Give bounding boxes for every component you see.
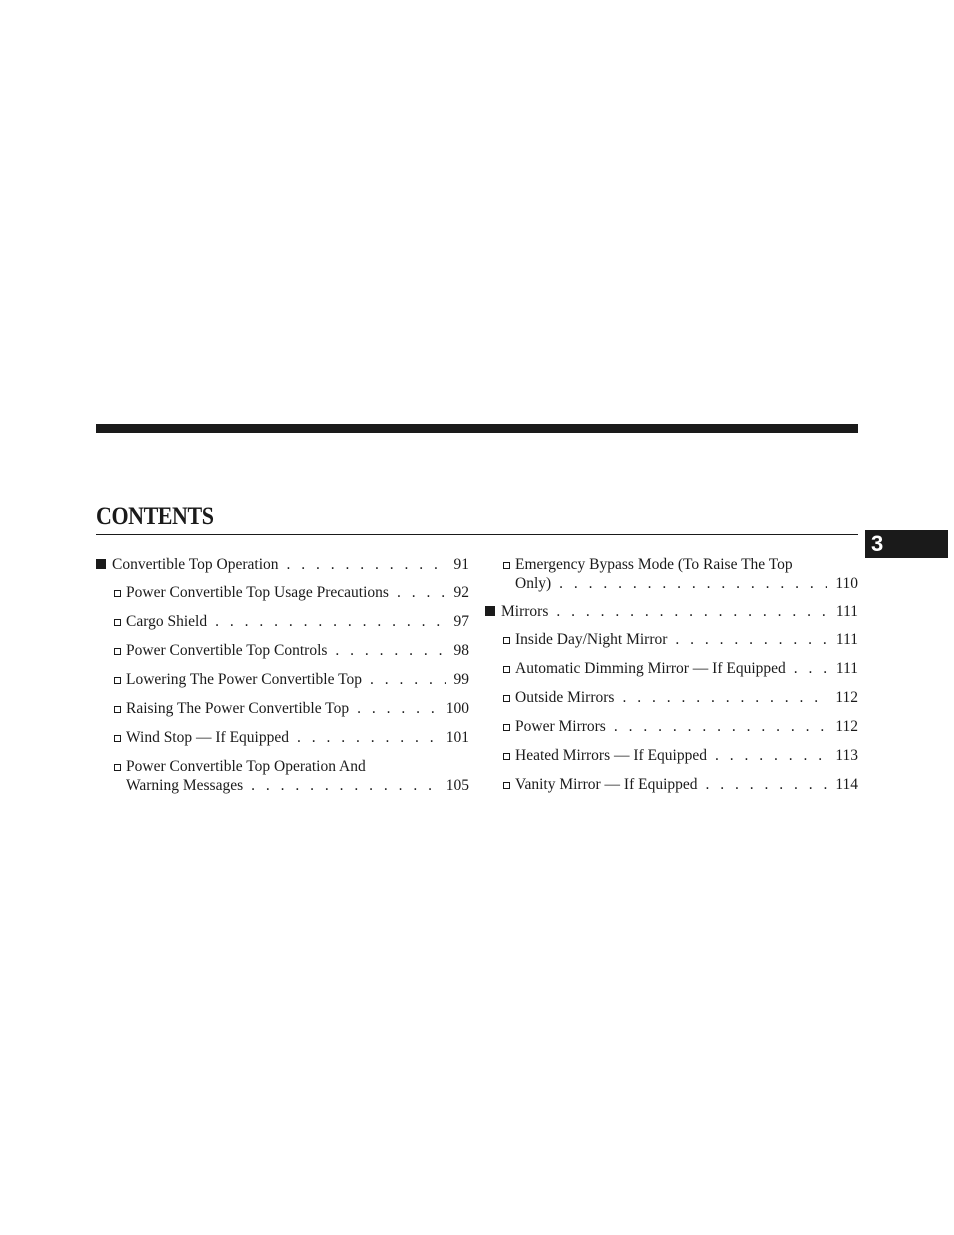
hollow-square-bullet-icon: [503, 661, 515, 679]
chapter-tab: 3: [865, 530, 948, 558]
toc-page-number: 97: [453, 613, 469, 630]
toc-entry-title: Raising The Power Convertible Top: [126, 700, 350, 717]
toc-right-column: [485, 556, 858, 805]
toc-page-number: 110: [835, 575, 858, 592]
toc-entry[interactable]: [485, 631, 858, 650]
toc-entry[interactable]: [485, 718, 858, 737]
leader-dots: [706, 776, 828, 794]
toc-page-number: 98: [453, 642, 469, 659]
toc-entry-title: Cargo Shield: [126, 613, 208, 630]
leader-dots: [715, 747, 827, 765]
toc-page-number: 92: [453, 584, 469, 601]
toc-entry[interactable]: [96, 613, 469, 632]
leader-dots: [251, 777, 438, 795]
filled-square-bullet-icon: [96, 556, 112, 574]
toc-entry[interactable]: [485, 556, 858, 593]
hollow-square-bullet-icon: [503, 748, 515, 766]
toc-page-number: 114: [835, 776, 858, 793]
toc-entry[interactable]: [96, 729, 469, 748]
leader-dots: [559, 575, 827, 593]
toc-page-number: 101: [445, 729, 469, 746]
toc-entry[interactable]: [96, 642, 469, 661]
toc-entry[interactable]: [96, 671, 469, 690]
leader-dots: [335, 642, 445, 660]
toc-entry[interactable]: [485, 689, 858, 708]
toc-page-number: 111: [835, 660, 858, 677]
toc-entry[interactable]: [485, 776, 858, 795]
leader-dots: [614, 718, 827, 736]
toc-entry-title: Heated Mirrors — If Equipped: [515, 747, 707, 764]
toc-entry-title: Mirrors: [501, 603, 549, 620]
toc-page-number: 112: [835, 689, 858, 706]
leader-dots: [397, 584, 446, 602]
hollow-square-bullet-icon: [503, 632, 515, 650]
hollow-square-bullet-icon: [114, 614, 126, 632]
toc-entry-title: Vanity Mirror — If Equipped: [515, 776, 698, 793]
toc-entry-title: Power Convertible Top Usage Precautions: [126, 584, 389, 601]
hollow-square-bullet-icon: [114, 672, 126, 690]
toc-page-number: 111: [835, 631, 858, 648]
toc-entry-title: Convertible Top Operation: [112, 556, 279, 573]
toc-entry-title: Power Mirrors: [515, 718, 606, 735]
leader-dots: [622, 689, 827, 707]
toc-entry-title: Wind Stop — If Equipped: [126, 729, 289, 746]
toc-entry-title: Outside Mirrors: [515, 689, 615, 706]
filled-square-bullet-icon: [485, 603, 501, 621]
toc-left-column: [96, 556, 469, 805]
leader-dots: [215, 613, 445, 631]
toc-entry[interactable]: [96, 584, 469, 603]
top-rule: [96, 424, 858, 433]
heading-rule: [96, 534, 858, 535]
toc-entry[interactable]: [485, 747, 858, 766]
hollow-square-bullet-icon: [114, 730, 126, 748]
leader-dots: [794, 660, 828, 678]
toc-entry-title: Power Convertible Top Operation And: [126, 758, 366, 775]
toc-page-number: 112: [835, 718, 858, 735]
toc-entry[interactable]: [96, 758, 469, 795]
toc-entry-title: Power Convertible Top Controls: [126, 642, 328, 659]
leader-dots: [357, 700, 438, 718]
toc-entry-title: Lowering The Power Convertible Top: [126, 671, 362, 688]
toc-entry-title: Warning Messages: [126, 777, 244, 794]
leader-dots: [287, 556, 446, 574]
leader-dots: [370, 671, 446, 689]
toc-entry[interactable]: [485, 660, 858, 679]
toc-entry-title: Only): [515, 575, 552, 592]
leader-dots: [297, 729, 438, 747]
hollow-square-bullet-icon: [503, 557, 515, 575]
hollow-square-bullet-icon: [114, 643, 126, 661]
toc-entry-title: Emergency Bypass Mode (To Raise The Top: [515, 556, 793, 573]
toc-page-number: 111: [835, 603, 858, 620]
page-title: CONTENTS: [96, 503, 214, 530]
hollow-square-bullet-icon: [114, 759, 126, 777]
toc-entry-title: Inside Day/Night Mirror: [515, 631, 668, 648]
hollow-square-bullet-icon: [114, 701, 126, 719]
hollow-square-bullet-icon: [503, 719, 515, 737]
hollow-square-bullet-icon: [503, 777, 515, 795]
toc-entry-title: Automatic Dimming Mirror — If Equipped: [515, 660, 786, 677]
toc-page-number: 91: [453, 556, 469, 573]
leader-dots: [556, 603, 828, 621]
toc-entry[interactable]: [96, 700, 469, 719]
toc-entry[interactable]: [96, 556, 469, 574]
toc-entry[interactable]: [485, 603, 858, 621]
hollow-square-bullet-icon: [114, 585, 126, 603]
toc-page-number: 105: [445, 777, 469, 794]
toc-page-number: 100: [445, 700, 469, 717]
leader-dots: [675, 631, 828, 649]
hollow-square-bullet-icon: [503, 690, 515, 708]
toc-page-number: 99: [453, 671, 469, 688]
toc-page-number: 113: [835, 747, 858, 764]
